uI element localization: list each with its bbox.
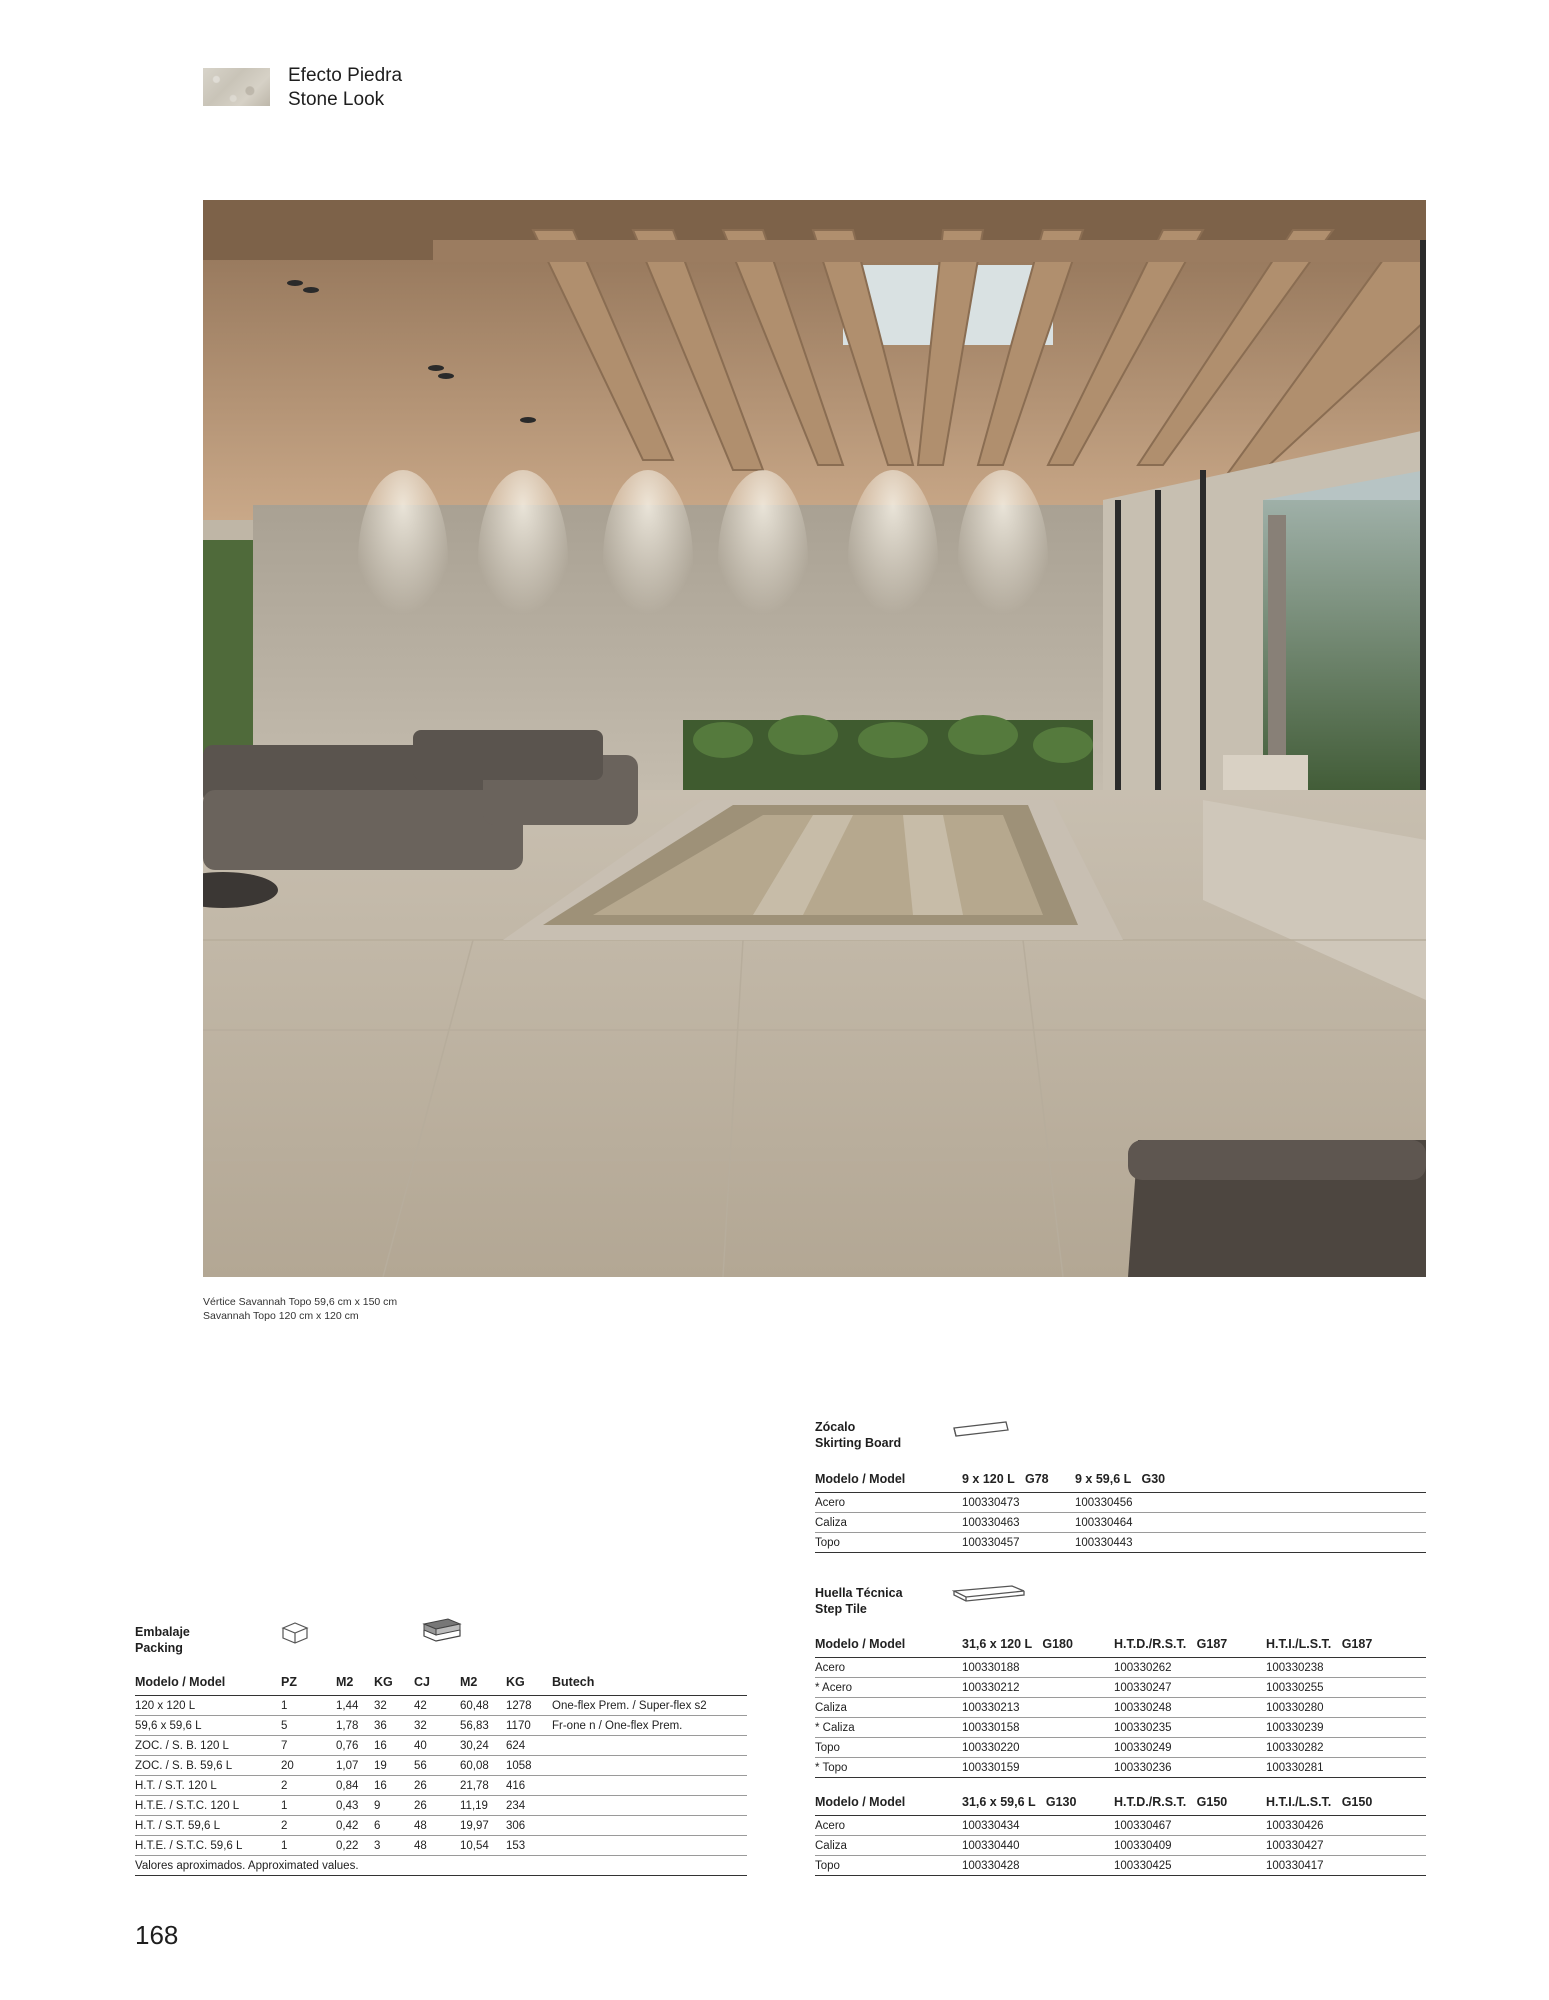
table-cell: 100330473 xyxy=(962,1493,1075,1513)
label-spanish: Embalaje xyxy=(135,1625,190,1639)
table-cell: 30,24 xyxy=(460,1736,506,1756)
column-header: 31,6 x 120 L G180 xyxy=(962,1637,1114,1658)
table-header-row xyxy=(135,1675,747,1696)
table-cell: 48 xyxy=(414,1816,460,1836)
table-cell: 100330158 xyxy=(962,1718,1114,1738)
table-cell: 624 xyxy=(506,1736,552,1756)
table-cell: Acero xyxy=(815,1658,962,1678)
skirting-table xyxy=(815,1472,1426,1553)
table-cell: 100330428 xyxy=(962,1856,1114,1876)
table-row xyxy=(815,1758,1426,1778)
table-cell: Acero xyxy=(815,1816,962,1836)
table-cell: 56,83 xyxy=(460,1716,506,1736)
column-header: PZ xyxy=(281,1675,336,1696)
packing-section-label xyxy=(135,1624,190,1656)
table-cell: 9 xyxy=(374,1796,414,1816)
table-cell: 120 x 120 L xyxy=(135,1696,281,1716)
table-cell: 19,97 xyxy=(460,1816,506,1836)
table-row xyxy=(815,1493,1426,1513)
table-cell: 100330426 xyxy=(1266,1816,1426,1836)
table-row xyxy=(135,1736,747,1756)
packing-table xyxy=(135,1675,747,1876)
table-cell: Caliza xyxy=(815,1513,962,1533)
table-cell: 100330159 xyxy=(962,1758,1114,1778)
table-cell: 1 xyxy=(281,1696,336,1716)
table-cell: 100330467 xyxy=(1114,1816,1266,1836)
table-row xyxy=(135,1816,747,1836)
column-header: 31,6 x 59,6 L G130 xyxy=(962,1795,1114,1816)
table-cell: 153 xyxy=(506,1836,552,1856)
table-cell: 42 xyxy=(414,1696,460,1716)
table-cell: 100330262 xyxy=(1114,1658,1266,1678)
table-cell: 20 xyxy=(281,1756,336,1776)
table-row xyxy=(815,1836,1426,1856)
table-row xyxy=(815,1513,1426,1533)
title-english: Stone Look xyxy=(288,89,385,110)
table-cell: * Caliza xyxy=(815,1718,962,1738)
table-cell: Topo xyxy=(815,1533,962,1553)
table-cell: 11,19 xyxy=(460,1796,506,1816)
table-cell: 100330281 xyxy=(1266,1758,1426,1778)
table-row xyxy=(135,1776,747,1796)
table-row xyxy=(815,1658,1426,1678)
table-cell: 100330247 xyxy=(1114,1678,1266,1698)
box-icon xyxy=(280,1620,310,1649)
table-row xyxy=(815,1816,1426,1836)
column-header: Modelo / Model xyxy=(815,1472,962,1493)
table-cell: 100330235 xyxy=(1114,1718,1266,1738)
table-cell: 7 xyxy=(281,1736,336,1756)
table-cell: 10,54 xyxy=(460,1836,506,1856)
table-cell: 234 xyxy=(506,1796,552,1816)
table-cell: 100330434 xyxy=(962,1816,1114,1836)
table-cell: H.T. / S.T. 59,6 L xyxy=(135,1816,281,1836)
page-title xyxy=(288,64,402,112)
label-english: Packing xyxy=(135,1641,183,1655)
table-cell: 1 xyxy=(281,1796,336,1816)
table-cell: 0,42 xyxy=(336,1816,374,1836)
table-row xyxy=(815,1678,1426,1698)
pallet-icon xyxy=(420,1616,464,1647)
table-cell: 26 xyxy=(414,1776,460,1796)
table-cell: 100330417 xyxy=(1266,1856,1426,1876)
table-cell: 100330248 xyxy=(1114,1698,1266,1718)
table-cell: * Acero xyxy=(815,1678,962,1698)
table-cell: 100330409 xyxy=(1114,1836,1266,1856)
column-header: M2 xyxy=(336,1675,374,1696)
table-cell: 100330188 xyxy=(962,1658,1114,1678)
table-cell: 1170 xyxy=(506,1716,552,1736)
column-header: H.T.I./L.S.T. G187 xyxy=(1266,1637,1426,1658)
step-tile-icon xyxy=(952,1583,1026,1608)
table-cell: 100330456 xyxy=(1075,1493,1426,1513)
table-cell: 100330213 xyxy=(962,1698,1114,1718)
table-cell: 56 xyxy=(414,1756,460,1776)
step-tile-section-label xyxy=(815,1585,903,1617)
table-cell: 1 xyxy=(281,1836,336,1856)
table-cell xyxy=(552,1836,747,1856)
table-cell: * Topo xyxy=(815,1758,962,1778)
table-row xyxy=(135,1796,747,1816)
table-cell: 1,78 xyxy=(336,1716,374,1736)
table-cell: 100330239 xyxy=(1266,1718,1426,1738)
table-row xyxy=(135,1756,747,1776)
table-cell: Acero xyxy=(815,1493,962,1513)
table-cell: 100330282 xyxy=(1266,1738,1426,1758)
table-cell: 19 xyxy=(374,1756,414,1776)
table-cell: H.T. / S.T. 120 L xyxy=(135,1776,281,1796)
table-cell: 100330220 xyxy=(962,1738,1114,1758)
table-cell: 100330255 xyxy=(1266,1678,1426,1698)
table-cell: 48 xyxy=(414,1836,460,1856)
table-cell: 60,48 xyxy=(460,1696,506,1716)
column-header: H.T.D./R.S.T. G187 xyxy=(1114,1637,1266,1658)
column-header: 9 x 120 L G78 xyxy=(962,1472,1075,1493)
skirting-board-icon xyxy=(952,1418,1010,1443)
column-header: KG xyxy=(374,1675,414,1696)
table-cell: 1,44 xyxy=(336,1696,374,1716)
table-cell: 60,08 xyxy=(460,1756,506,1776)
title-spanish: Efecto Piedra xyxy=(288,65,403,86)
interior-photo xyxy=(203,200,1426,1277)
table-row xyxy=(815,1533,1426,1553)
table-cell: 100330238 xyxy=(1266,1658,1426,1678)
table-cell: 100330443 xyxy=(1075,1533,1426,1553)
column-header: Modelo / Model xyxy=(815,1795,962,1816)
table-cell: 416 xyxy=(506,1776,552,1796)
table-cell: H.T.E. / S.T.C. 59,6 L xyxy=(135,1836,281,1856)
table-cell: 2 xyxy=(281,1816,336,1836)
table-cell: 1278 xyxy=(506,1696,552,1716)
photo-caption xyxy=(203,1295,397,1323)
table-row xyxy=(135,1836,747,1856)
table-cell: 16 xyxy=(374,1776,414,1796)
table-cell: 2 xyxy=(281,1776,336,1796)
table-cell: 32 xyxy=(414,1716,460,1736)
table-cell: Fr-one n / One-flex Prem. xyxy=(552,1716,747,1736)
table-cell xyxy=(552,1756,747,1776)
table-cell: 306 xyxy=(506,1816,552,1836)
table-cell: 59,6 x 59,6 L xyxy=(135,1716,281,1736)
table-header-row xyxy=(815,1472,1426,1493)
table-cell: Caliza xyxy=(815,1836,962,1856)
label-spanish: Huella Técnica xyxy=(815,1586,903,1600)
table-cell: 100330280 xyxy=(1266,1698,1426,1718)
table-cell: 40 xyxy=(414,1736,460,1756)
table-cell: 100330427 xyxy=(1266,1836,1426,1856)
caption-line: Vértice Savannah Topo 59,6 cm x 150 cm xyxy=(203,1296,398,1308)
skirting-section-label xyxy=(815,1419,901,1451)
table-cell: 0,84 xyxy=(336,1776,374,1796)
table-cell: 1,07 xyxy=(336,1756,374,1776)
table-cell: 0,43 xyxy=(336,1796,374,1816)
table-cell: 100330249 xyxy=(1114,1738,1266,1758)
column-header: 9 x 59,6 L G30 xyxy=(1075,1472,1426,1493)
column-header: H.T.I./L.S.T. G150 xyxy=(1266,1795,1426,1816)
table-row xyxy=(815,1698,1426,1718)
table-cell xyxy=(552,1816,747,1836)
table-cell: 32 xyxy=(374,1696,414,1716)
column-header: H.T.D./R.S.T. G150 xyxy=(1114,1795,1266,1816)
table-cell: 100330457 xyxy=(962,1533,1075,1553)
table-header-row xyxy=(815,1637,1426,1658)
table-cell xyxy=(552,1796,747,1816)
column-header: M2 xyxy=(460,1675,506,1696)
column-header: Butech xyxy=(552,1675,747,1696)
table-cell: 100330464 xyxy=(1075,1513,1426,1533)
step-tile-table-120 xyxy=(815,1637,1426,1778)
table-cell: One-flex Prem. / Super-flex s2 xyxy=(552,1696,747,1716)
table-cell: 1058 xyxy=(506,1756,552,1776)
table-cell: 21,78 xyxy=(460,1776,506,1796)
table-cell: 36 xyxy=(374,1716,414,1736)
table-cell: 100330212 xyxy=(962,1678,1114,1698)
column-header: Modelo / Model xyxy=(815,1637,962,1658)
label-english: Skirting Board xyxy=(815,1436,902,1450)
table-cell: 26 xyxy=(414,1796,460,1816)
table-row xyxy=(135,1696,747,1716)
table-row xyxy=(815,1718,1426,1738)
table-cell: 6 xyxy=(374,1816,414,1836)
table-cell: 100330236 xyxy=(1114,1758,1266,1778)
table-cell: ZOC. / S. B. 59,6 L xyxy=(135,1756,281,1776)
table-cell: Topo xyxy=(815,1738,962,1758)
table-cell xyxy=(552,1776,747,1796)
column-header: CJ xyxy=(414,1675,460,1696)
stone-swatch-image xyxy=(203,68,270,106)
table-cell: 0,76 xyxy=(336,1736,374,1756)
table-cell: 100330463 xyxy=(962,1513,1075,1533)
table-row xyxy=(135,1716,747,1736)
table-cell: 5 xyxy=(281,1716,336,1736)
table-cell: 100330425 xyxy=(1114,1856,1266,1876)
label-spanish: Zócalo xyxy=(815,1420,856,1434)
table-cell: 0,22 xyxy=(336,1836,374,1856)
table-cell xyxy=(552,1736,747,1756)
table-cell: Caliza xyxy=(815,1698,962,1718)
table-cell: H.T.E. / S.T.C. 120 L xyxy=(135,1796,281,1816)
table-header-row xyxy=(815,1795,1426,1816)
table-cell: 16 xyxy=(374,1736,414,1756)
step-tile-table-59 xyxy=(815,1795,1426,1876)
column-header: Modelo / Model xyxy=(135,1675,281,1696)
table-cell: Topo xyxy=(815,1856,962,1876)
page-number: 168 xyxy=(135,1920,179,1950)
table-cell: 3 xyxy=(374,1836,414,1856)
table-row xyxy=(815,1856,1426,1876)
table-row xyxy=(815,1738,1426,1758)
caption-line: Savannah Topo 120 cm x 120 cm xyxy=(203,1310,359,1322)
table-cell: ZOC. / S. B. 120 L xyxy=(135,1736,281,1756)
table-note: Valores aproximados. Approximated values. xyxy=(135,1856,747,1876)
column-header: KG xyxy=(506,1675,552,1696)
table-cell: 100330440 xyxy=(962,1836,1114,1856)
table-note-row xyxy=(135,1856,747,1876)
label-english: Step Tile xyxy=(815,1602,867,1616)
